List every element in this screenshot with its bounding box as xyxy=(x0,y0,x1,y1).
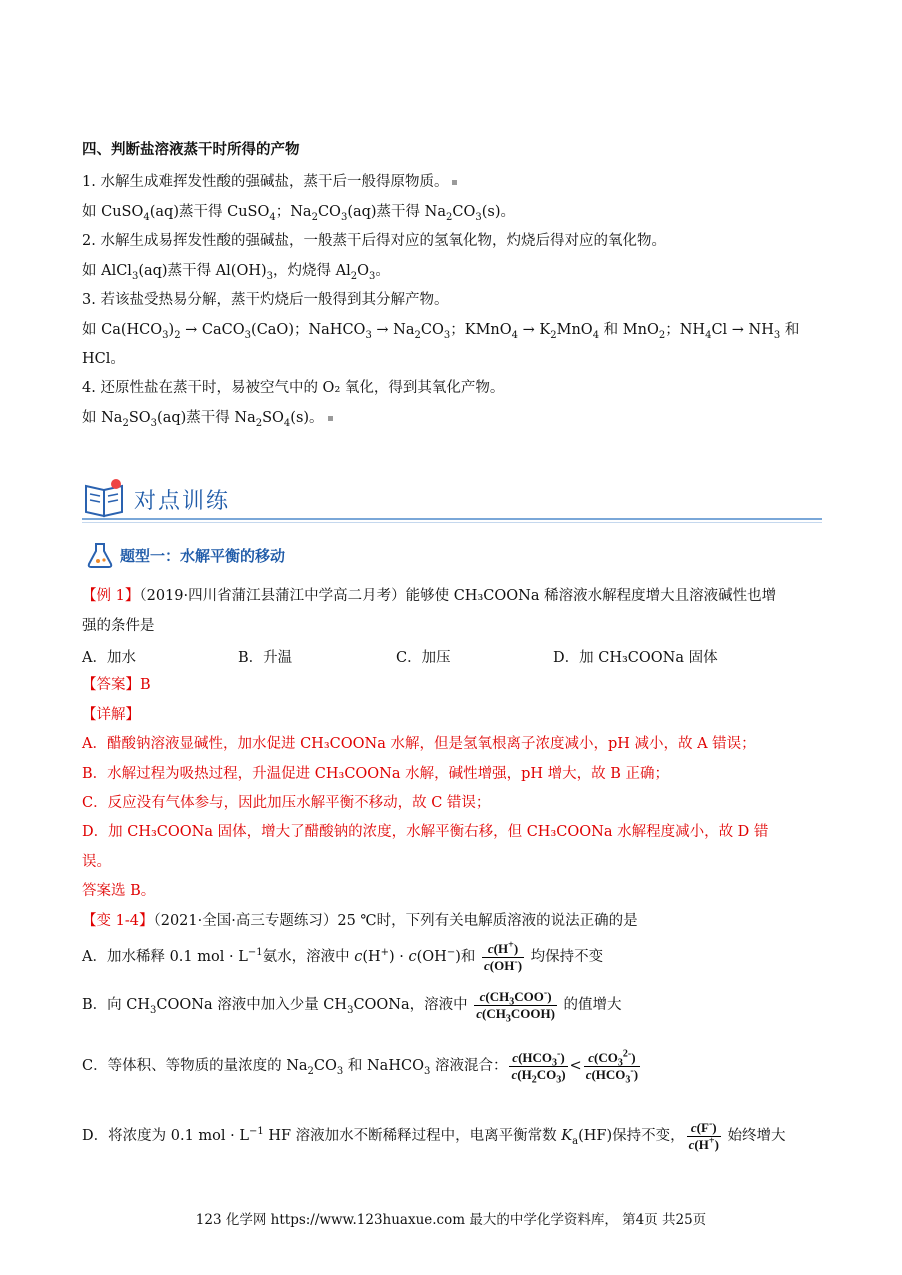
detail-a: A．醋酸钠溶液显碱性，加水促进 CH₃COONa 水解，但是氢氧根离子浓度减小，pH 减小，故 A 错误； xyxy=(82,736,756,752)
fraction-d: $\frac{c(F^-)}{c(H^+)}$ xyxy=(688,1118,719,1152)
banner-rule-thin xyxy=(82,522,822,523)
example-line-3b: HCl。 xyxy=(82,351,125,367)
example-line-1: 如 CuSO$_4$(aq)蒸干得 CuSO$_4$；$Na_2CO_3(aq)$蒸干得 $Na_2CO_3(s)$。 xyxy=(82,204,515,223)
answer-line xyxy=(82,675,151,695)
example-tag: 【例 1】 xyxy=(82,588,140,604)
fraction-c2: $\frac{c(CO_3^{2-})}{c(HCO_3^-)}$ xyxy=(585,1048,639,1086)
example-stem xyxy=(82,586,776,606)
section-item-3: 3. 若该盐受热易分解，蒸干灼烧后一般得到其分解产物。 xyxy=(82,292,449,308)
variant-option-b: B．向 $CH_3COONa$ 溶液中加入少量 $CH_3COONa$，溶液中 $\frac{c(CH_3COO^-)}{c(CH_3COOH)}$ 的值增大 xyxy=(82,987,622,1025)
variant-option-a: A．加水稀释 0.1 mol · $L^{-1}$氨水，溶液中 c(H+) · c(OH−)和 $\frac{c(H^+)}{c(OH^-)}$ 均保持不变 xyxy=(82,939,604,973)
example-line-4: 如 $Na_2SO_3(aq)$蒸干得 $Na_2SO_4(s)$。 xyxy=(82,408,333,428)
detail-d: D．加 CH₃COONa 固体，增大了醋酸钠的浓度，水解平衡右移，但 CH₃COONa 水解程度减小，故 D 错 xyxy=(82,824,769,840)
answer-value: B xyxy=(140,677,151,693)
page-footer: 123 化学网 https://www.123huaxue.com 最大的中学化学资料库， 第4页 共25页 xyxy=(195,1212,707,1228)
fraction-b: $\frac{c(CH_3COO^-)}{c(CH_3COOH)}$ xyxy=(476,987,555,1025)
fraction-a: $\frac{c(H^+)}{c(OH^-)}$ xyxy=(484,939,523,973)
section-item-1 xyxy=(82,172,457,192)
variant-stem-text: （2021·全国·高三专题练习）25 ℃时，下列有关电解质溶液的说法正确的是 xyxy=(153,913,638,929)
type-title: 题型一：水解平衡的移动 xyxy=(120,547,286,565)
paragraph-mark-icon xyxy=(328,416,333,421)
final-answer: 答案选 B。 xyxy=(82,883,156,899)
banner-title: 对点训练 xyxy=(134,489,231,514)
detail-label: 【详解】 xyxy=(82,707,140,723)
banner-rule xyxy=(82,518,822,520)
book-icon xyxy=(82,476,128,522)
example-stem-2: 强的条件是 xyxy=(82,618,155,634)
answer-label: 【答案】 xyxy=(82,677,140,693)
fraction-c1: $\frac{c(HCO_3^-)}{c(H_2CO_3)}$ xyxy=(511,1048,566,1086)
training-banner xyxy=(82,470,822,526)
option-c: C．加压 xyxy=(396,650,451,666)
option-d: D．加 CH₃COONa 固体 xyxy=(553,650,718,666)
option-a: A．加水 xyxy=(82,650,136,666)
flask-icon xyxy=(86,541,114,569)
option-b: B．升温 xyxy=(238,650,293,666)
variant-option-d: D．将浓度为 0.1 mol · $L^{-1}$ HF 溶液加水不断稀释过程中，电离平衡常数 $K_a(HF)$保持不变， $\frac{c(F^-)}{c(H^+)}$ 始终增大 xyxy=(82,1118,786,1152)
detail-b: B．水解过程为吸热过程，升温促进 CH₃COONa 水解，碱性增强，pH 增大，故 B 正确； xyxy=(82,766,670,782)
section-item-2: 2. 水解生成易挥发性酸的强碱盐，一般蒸干后得对应的氢氧化物，灼烧后得对应的氧化物。 xyxy=(82,233,666,249)
example-line-2: 如 AlCl$_3$(aq)蒸干得 $Al(OH)_3$，灼烧得 $Al_2O_3$。 xyxy=(82,263,390,282)
variant-option-c: C．等体积、等物质的量浓度的 $Na_2CO_3$ 和 NaHCO$_3$ 溶液混合： $\frac{c(HCO_3^-)}{c(H_2CO_3)}$ < $\frac{c(CO_3^{2-})}{c(HCO_3^-)}$ xyxy=(82,1048,639,1086)
section-title: 四、判断盐溶液蒸干时所得的产物 xyxy=(82,141,300,158)
example-source: （2019·四川省蒲江县蒲江中学高二月考）能够使 CH₃COONa 稀溶液水解程度增大且溶液碱性也增 xyxy=(139,588,777,604)
detail-d-cont: 误。 xyxy=(82,854,111,870)
detail-c: C．反应没有气体参与，因此加压水解平衡不移动，故 C 错误； xyxy=(82,795,491,811)
paragraph-mark-icon xyxy=(452,180,457,185)
variant-tag: 【变 1-4】 xyxy=(82,913,154,929)
section-item-4: 4. 还原性盐在蒸干时，易被空气中的 O₂ 氧化，得到其氧化产物。 xyxy=(82,380,505,396)
section-item-1-text: 1. 水解生成难挥发性酸的强碱盐，蒸干后一般得原物质。 xyxy=(82,174,449,190)
example-line-3: 如 $Ca(HCO_3)_2$ → CaCO$_3$(CaO)；NaHCO$_3$ → $Na_2CO_3$；KMnO$_4$ → $K_2MnO_4$ 和 MnO$_2$；$NH_4Cl \to NH_3$ 和 xyxy=(82,322,800,341)
variant-stem xyxy=(82,911,638,931)
